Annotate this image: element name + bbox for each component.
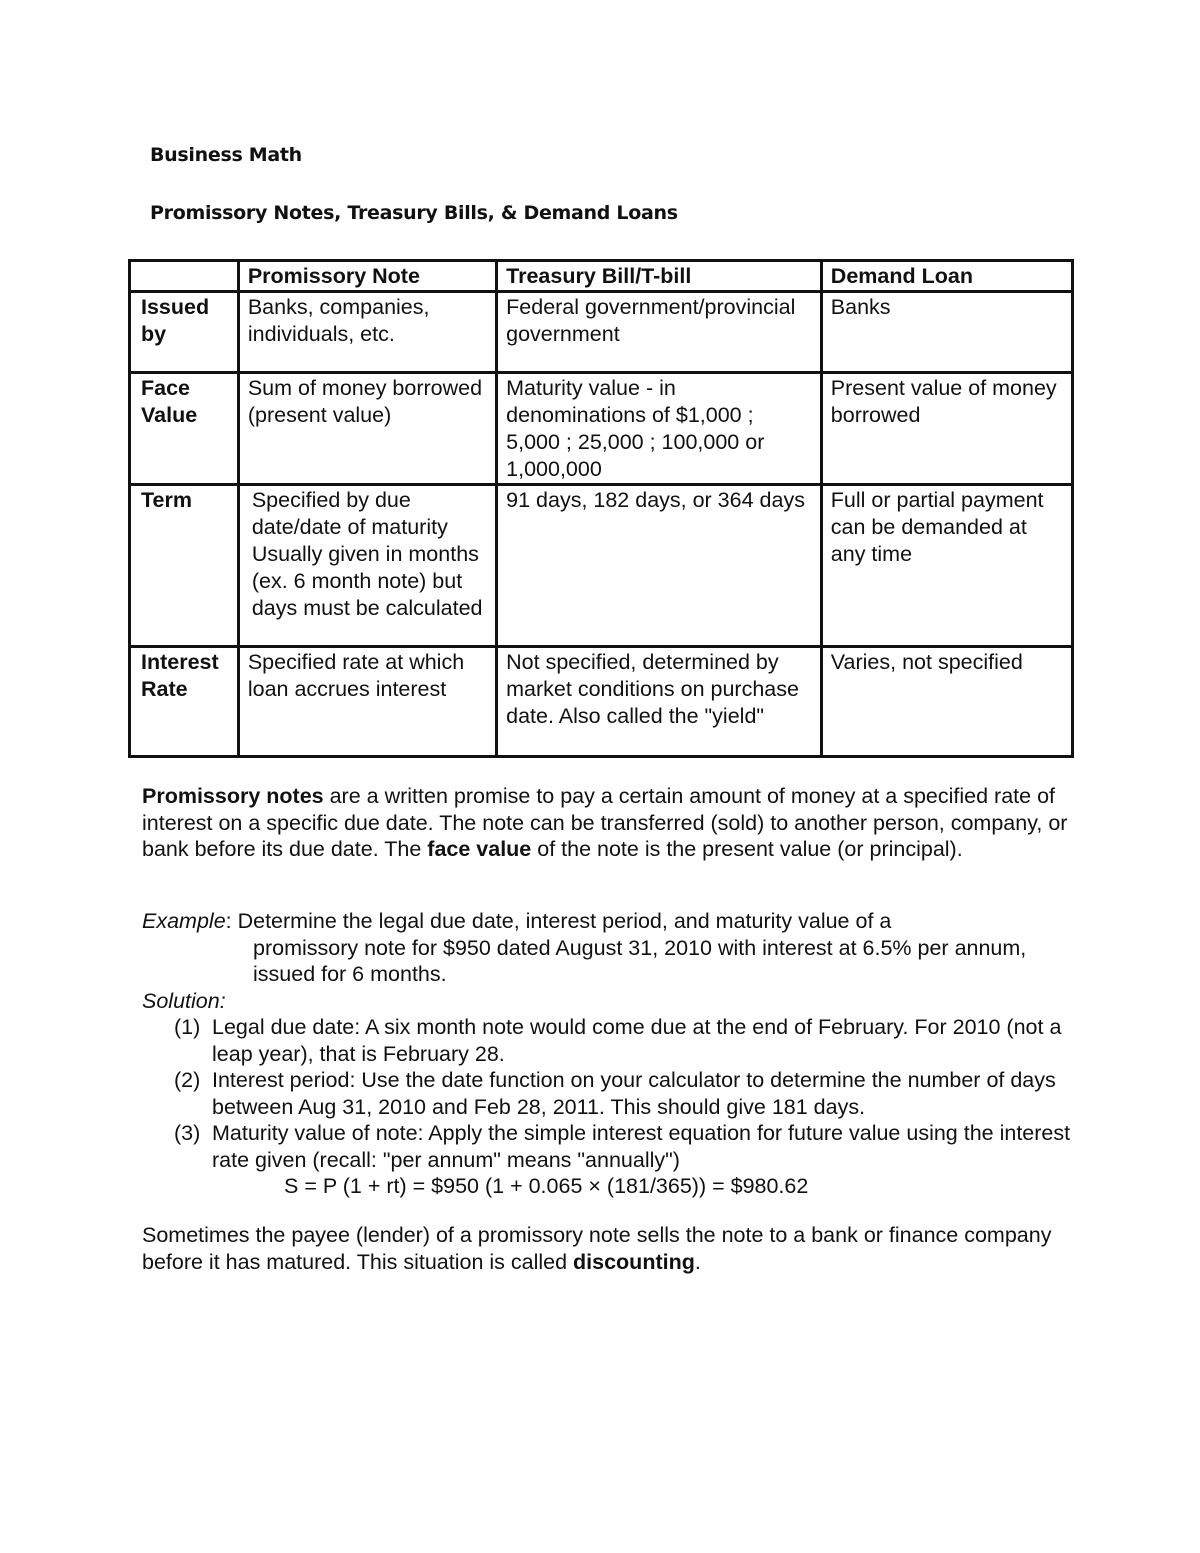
paragraph-text: of the note is the present value (or principal).: [531, 837, 963, 861]
table-cell: Federal government/provincial government: [497, 292, 822, 373]
table-row: [130, 373, 1073, 485]
list-item: [174, 1120, 1072, 1173]
step-text: Maturity value of note: Apply the simple interest equation for future value using the interest rate given (recall: "per annum" means "annually"): [212, 1121, 1071, 1172]
table-cell: Varies, not specified: [821, 647, 1072, 757]
discounting-paragraph: [142, 1222, 1072, 1275]
comparison-table: [128, 259, 1074, 758]
term-promissory-notes: Promissory notes: [142, 784, 324, 808]
example-text: : Determine the legal due date, interest period, and maturity value of a: [225, 909, 892, 933]
promissory-notes-paragraph: [142, 783, 1072, 863]
table-header-row: [130, 261, 1073, 292]
header-cell-demand-loan: Demand Loan: [821, 261, 1072, 292]
step-text: Legal due date: A six month note would come due at the end of February. For 2010 (not a leap year), that is February 28.: [212, 1015, 1062, 1066]
table-cell: Not specified, determined by market conditions on purchase date. Also called the "yield": [497, 647, 822, 757]
example-continuation: promissory note for $950 dated August 31, 2010 with interest at 6.5% per annum, issued for 6 months.: [253, 935, 1027, 986]
header-cell-promissory-note: Promissory Note: [238, 261, 496, 292]
step-number: (3): [174, 1121, 201, 1145]
term-face-value: face value: [427, 837, 532, 861]
example-line: [142, 908, 1072, 935]
table-cell: Banks, companies, individuals, etc.: [238, 292, 496, 373]
list-item: [174, 1014, 1072, 1067]
document-title: Business Math: [150, 144, 302, 166]
row-label-term: Term: [130, 485, 239, 647]
table-cell: Sum of money borrowed (present value): [238, 373, 496, 485]
example-label: Example: [142, 909, 226, 933]
table-cell: Full or partial payment can be demanded at any time: [821, 485, 1072, 647]
term-discounting: discounting: [573, 1249, 695, 1274]
row-label-face-value: Face Value: [130, 373, 239, 485]
paragraph-text: .: [694, 1249, 701, 1274]
table-cell: Specified by due date/date of maturity Usually given in months (ex. 6 month note) but days must be calculated: [238, 485, 496, 647]
solution-steps: [142, 1014, 1072, 1173]
table-row: [130, 292, 1073, 373]
table-cell: Banks: [821, 292, 1072, 373]
table-cell: Specified rate at which loan accrues interest: [238, 647, 496, 757]
paragraph-text: are a written promise to pay a certain amount of money at a specified rate of interest on a specific due date. The note can be transferred (sold) to another person, company, or bank before its due date. The: [142, 784, 1068, 861]
table-cell: 91 days, 182 days, or 364 days: [497, 485, 822, 647]
example-block: [142, 908, 1072, 1200]
header-cell-empty: [130, 261, 239, 292]
solution-label: Solution:: [142, 988, 226, 1013]
table-row: [130, 647, 1073, 757]
formula: S = P (1 + rt) = $950 (1 + 0.065 × (181/365)) = $980.62: [284, 1174, 809, 1198]
paragraph-text: Sometimes the payee (lender) of a promissory note sells the note to a bank or finance company before it has matured. This situation is called: [142, 1223, 1052, 1274]
table-cell: Maturity value - in denominations of $1,000 ; 5,000 ; 25,000 ; 100,000 or 1,000,000: [497, 373, 822, 485]
table-row: [130, 485, 1073, 647]
row-label-issued-by: Issued by: [130, 292, 239, 373]
list-item: [174, 1067, 1072, 1120]
document-subtitle: Promissory Notes, Treasury Bills, & Demand Loans: [150, 202, 678, 224]
header-cell-treasury-bill: Treasury Bill/T-bill: [497, 261, 822, 292]
step-text: Interest period: Use the date function on your calculator to determine the number of days between Aug 31, 2010 and Feb 28, 2011. This should give 181 days.: [212, 1068, 1056, 1119]
step-number: (2): [174, 1068, 201, 1092]
table-cell: Present value of money borrowed: [821, 373, 1072, 485]
step-number: (1): [174, 1015, 201, 1039]
row-label-interest-rate: Interest Rate: [130, 647, 239, 757]
